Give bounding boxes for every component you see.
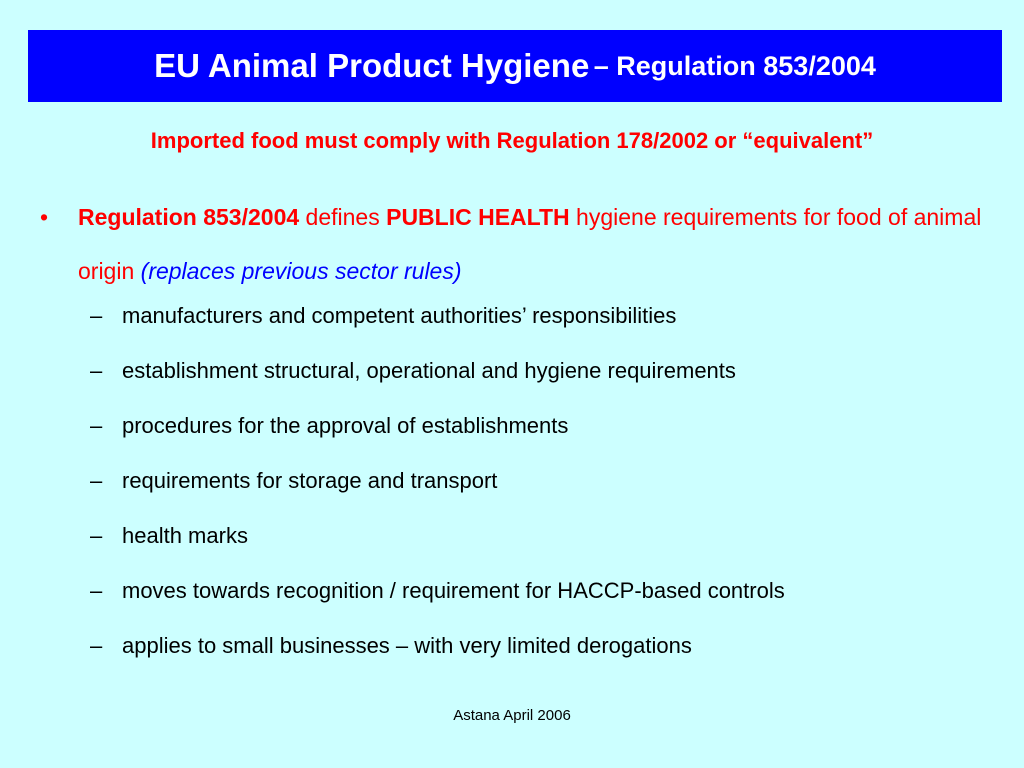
subtitle: Imported food must comply with Regulation 178/2002 or “equivalent” (150, 128, 874, 153)
sub-item (90, 358, 990, 384)
slide-title: EU Animal Product Hygiene (154, 47, 590, 84)
sub-item-text: health marks (122, 523, 248, 548)
defines-text: defines (299, 204, 387, 230)
bullet-marker: • (40, 204, 49, 230)
sub-item-text: manufacturers and competent authorities’ responsibilities (122, 303, 677, 328)
requirements-text: hygiene requirements for food of animal origin (78, 204, 982, 284)
public-health-text: PUBLIC HEALTH (386, 204, 570, 230)
sub-item-text: procedures for the approval of establishments (122, 413, 569, 438)
title-bar (28, 30, 1002, 102)
sub-item-text: requirements for storage and transport (122, 468, 498, 493)
sub-item-text: establishment structural, operational and hygiene requirements (122, 358, 736, 383)
bullet-text (78, 190, 998, 298)
sub-item (90, 633, 990, 659)
sub-item (90, 413, 990, 439)
sub-item (90, 523, 990, 549)
dash-marker: – (90, 413, 103, 438)
sector-rules-note: (replaces previous sector rules) (140, 258, 462, 284)
sub-item-text: applies to small businesses – with very limited derogations (122, 633, 692, 658)
regulation-name: Regulation 853/2004 (78, 204, 300, 230)
sub-item (90, 468, 990, 494)
footer: Astana April 2006 (453, 707, 571, 724)
dash-marker: – (90, 468, 103, 493)
dash-marker: – (90, 358, 103, 383)
dash-marker: – (90, 633, 103, 658)
sub-item-text: moves towards recognition / requirement for HACCP-based controls (122, 578, 785, 603)
sub-item (90, 578, 990, 604)
sub-item (90, 303, 990, 329)
dash-marker: – (90, 578, 103, 603)
dash-marker: – (90, 303, 103, 328)
slide-title-sub: – Regulation 853/2004 (593, 50, 876, 81)
dash-marker: – (90, 523, 103, 548)
